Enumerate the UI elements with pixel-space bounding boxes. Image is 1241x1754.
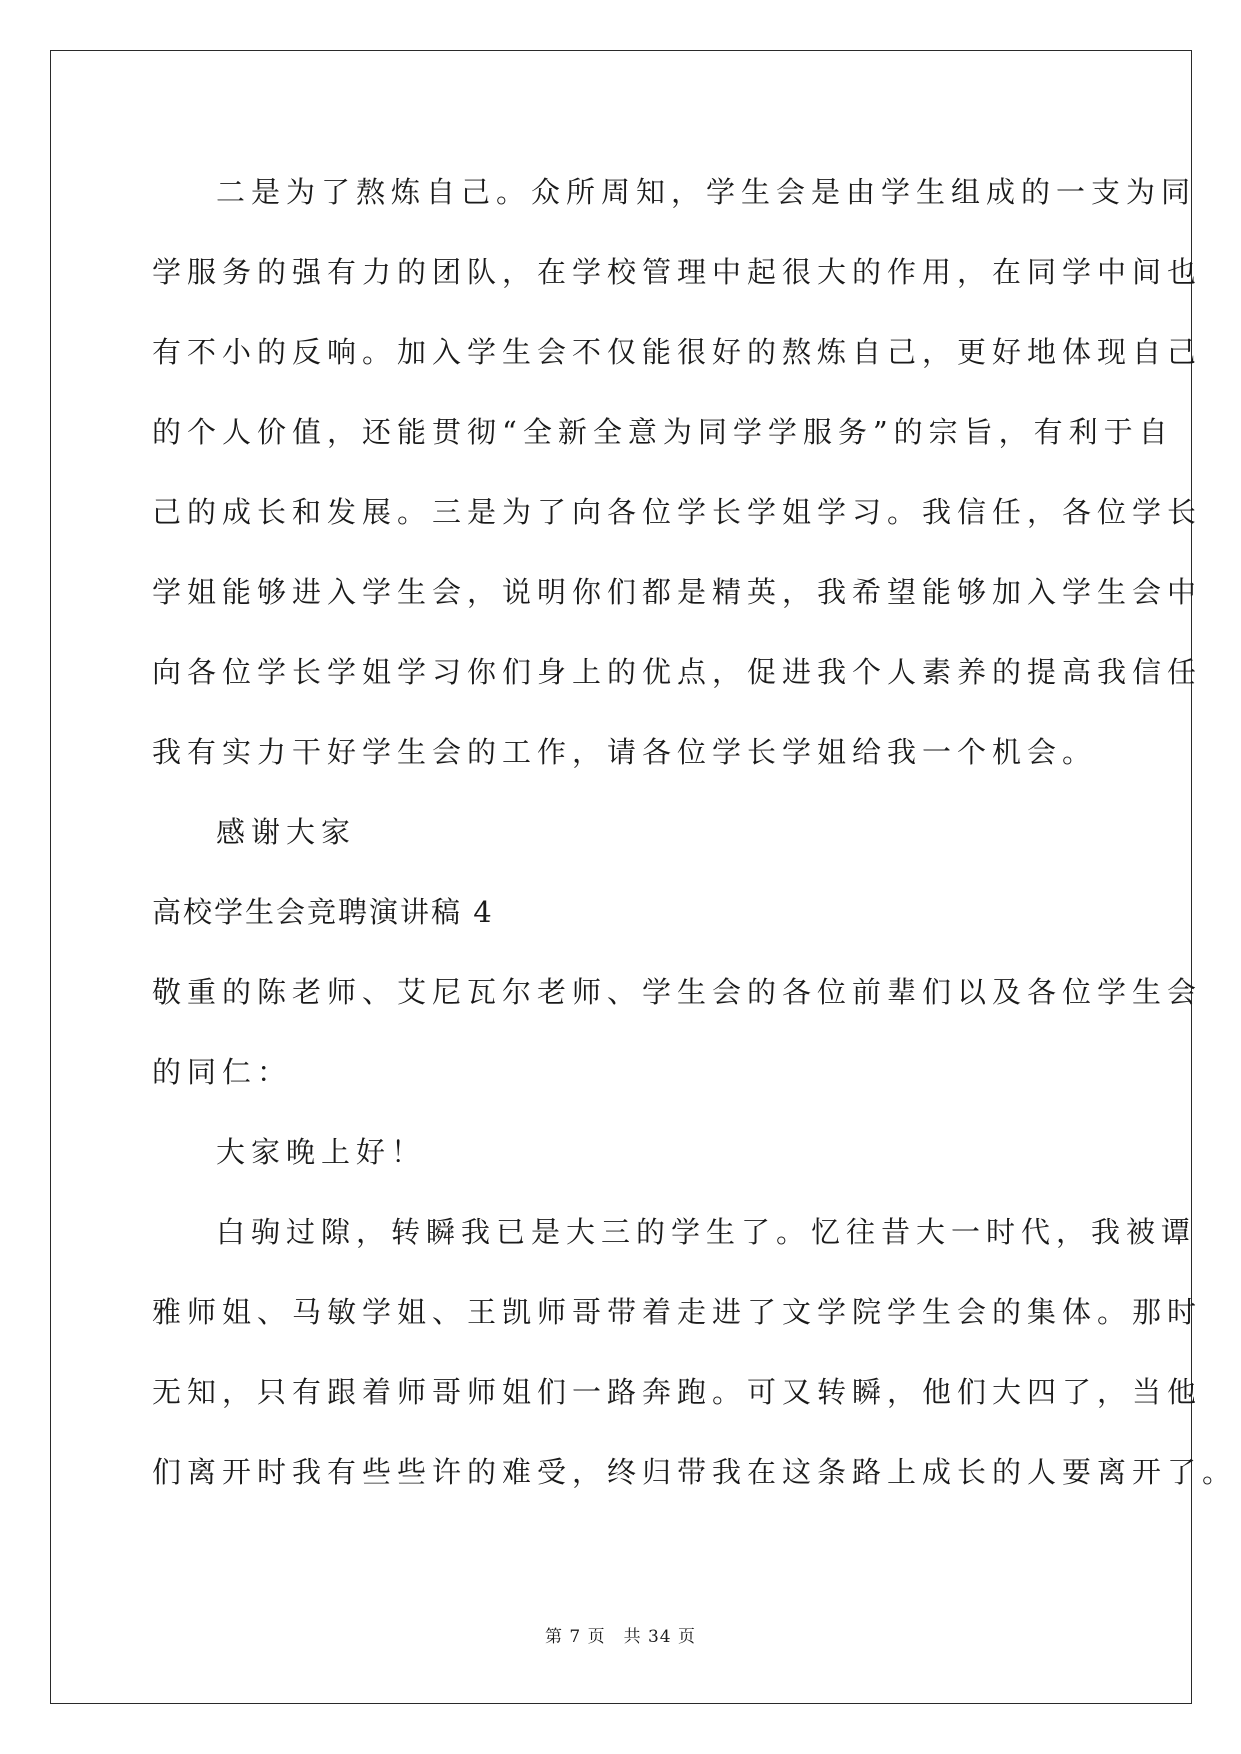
page-footer xyxy=(0,1622,1241,1647)
paragraph-line: 学服务的强有力的团队，在学校管理中起很大的作用，在同学中间也 xyxy=(152,255,1203,289)
paragraph-line: 己的成长和发展。三是为了向各位学长学姐学习。我信任，各位学长 xyxy=(152,495,1203,529)
paragraph-line: 的个人价值，还能贯彻“全新全意为同学学服务”的宗旨，有利于自 xyxy=(152,415,1174,449)
paragraph-line: 有不小的反响。加入学生会不仅能很好的熬炼自己，更好地体现自己 xyxy=(152,335,1203,369)
paragraph-line: 雅师姐、马敏学姐、王凯师哥带着走进了文学院学生会的集体。那时 xyxy=(152,1295,1203,1329)
page-number: 第 7 页 xyxy=(544,1627,606,1647)
greeting-line: 大家晚上好！ xyxy=(216,1135,427,1169)
salutation-line: 敬重的陈老师、艾尼瓦尔老师、学生会的各位前辈们以及各位学生会 xyxy=(152,975,1203,1009)
salutation-line: 的同仁： xyxy=(152,1055,293,1089)
paragraph-line: 向各位学长学姐学习你们身上的优点，促进我个人素养的提高我信任 xyxy=(152,655,1203,689)
closing-line: 感谢大家 xyxy=(216,815,357,849)
page-total: 共 34 页 xyxy=(623,1627,697,1647)
section-heading: 高校学生会竞聘演讲稿 4 xyxy=(152,895,494,929)
paragraph-line: 学姐能够进入学生会，说明你们都是精英，我希望能够加入学生会中 xyxy=(152,575,1203,609)
paragraph-line: 们离开时我有些些许的难受，终归带我在这条路上成长的人要离开了。 xyxy=(152,1455,1238,1489)
paragraph-line: 白驹过隙，转瞬我已是大三的学生了。忆往昔大一时代，我被谭 xyxy=(216,1215,1197,1249)
paragraph-line: 二是为了熬炼自己。众所周知，学生会是由学生组成的一支为同 xyxy=(216,175,1197,209)
paragraph-line: 无知，只有跟着师哥师姐们一路奔跑。可又转瞬，他们大四了，当他 xyxy=(152,1375,1203,1409)
paragraph-line: 我有实力干好学生会的工作，请各位学长学姐给我一个机会。 xyxy=(152,735,1098,769)
